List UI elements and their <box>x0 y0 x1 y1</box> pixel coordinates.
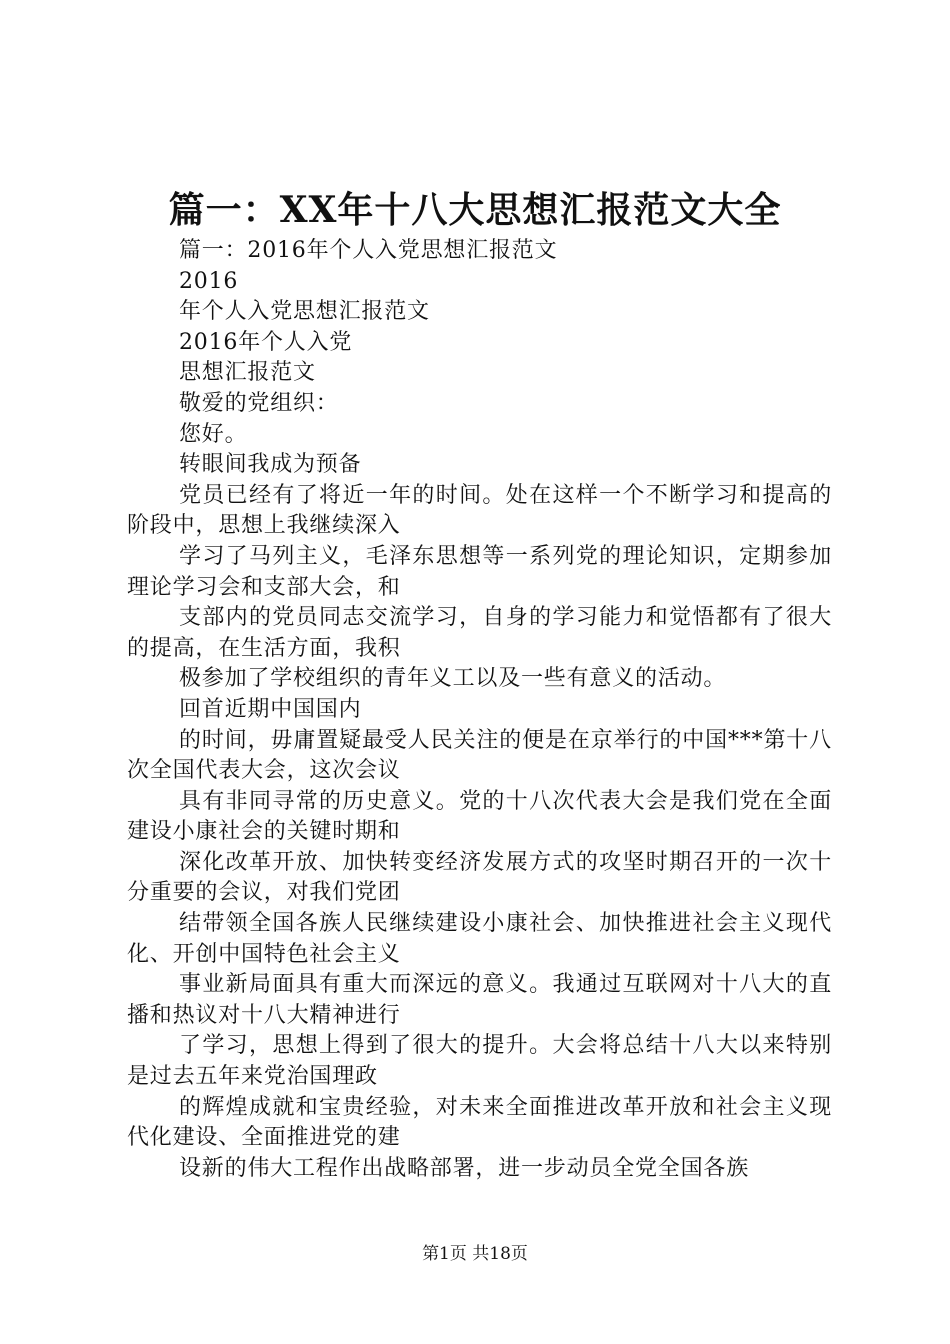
paragraph: 极参加了学校组织的青年义工以及一些有意义的活动。 <box>179 666 727 692</box>
paragraph: 的时间，毋庸置疑最受人民关注的便是在京举行的中国***第十八次全国代表大会，这次会议 <box>127 727 832 784</box>
paragraph: 转眼间我成为预备 <box>179 452 362 478</box>
paragraph: 事业新局面具有重大而深远的意义。我通过互联网对十八大的直播和热议对十八大精神进行 <box>127 972 832 1028</box>
paragraph: 年个人入党思想汇报范文 <box>179 299 430 325</box>
paragraph: 篇一：2016年个人入党思想汇报范文 <box>179 238 558 263</box>
paragraph: 学习了马列主义，毛泽东思想等一系列党的理论知识，定期参加理论学习会和支部大会，和 <box>127 543 832 600</box>
page-number-footer: 第1页 共18页 <box>422 1244 528 1264</box>
paragraph: 敬爱的党组织： <box>179 390 339 416</box>
paragraph: 具有非同寻常的历史意义。党的十八次代表大会是我们党在全面建设小康社会的关键时期和 <box>127 788 832 845</box>
paragraph: 2016 <box>179 268 239 294</box>
paragraph: 深化改革开放、加快转变经济发展方式的攻坚时期召开的一次十分重要的会议，对我们党团 <box>127 849 832 906</box>
paragraph: 的辉煌成就和宝贵经验，对未来全面推进改革开放和社会主义现代化建设、全面推进党的建 <box>127 1094 832 1151</box>
paragraph: 2016年个人入党 <box>179 329 353 355</box>
paragraph: 党员已经有了将近一年的时间。处在这样一个不断学习和提高的阶段中，思想上我继续深入 <box>127 482 832 539</box>
paragraph: 回首近期中国国内 <box>179 696 362 722</box>
paragraph: 结带领全国各族人民继续建设小康社会、加快推进社会主义现代化、开创中国特色社会主义 <box>127 911 832 967</box>
paragraph: 了学习，思想上得到了很大的提升。大会将总结十八大以来特别是过去五年来党治国理政 <box>127 1033 832 1090</box>
paragraph: 支部内的党员同志交流学习，自身的学习能力和觉悟都有了很大的提高，在生活方面，我积 <box>127 605 832 661</box>
document-title: 篇一：XX年十八大思想汇报范文大全 <box>168 189 782 231</box>
paragraph: 设新的伟大工程作出战略部署，进一步动员全党全国各族 <box>179 1155 750 1181</box>
paragraph: 思想汇报范文 <box>179 360 316 386</box>
document-body <box>127 236 832 1184</box>
paragraph: 您好。 <box>179 421 248 447</box>
